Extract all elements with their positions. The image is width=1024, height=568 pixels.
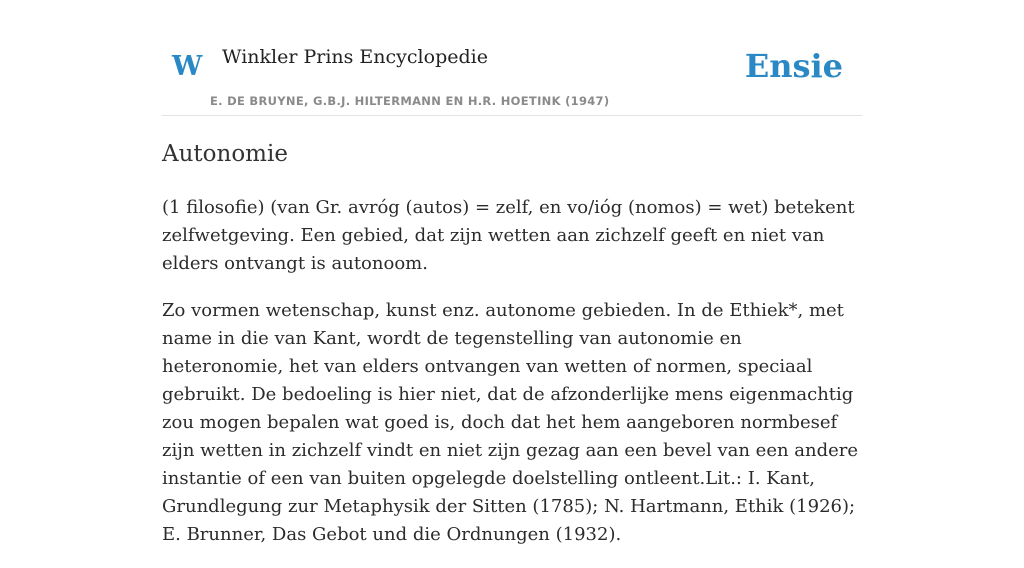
article-paragraph: Zo vormen wetenschap, kunst enz. autonome gebieden. In de Ethiek*, met name in die van Kant, wordt de tegenstelling van autonomie en heteronomie, het van elders ontvangen van wetten of normen, speciaal gebruikt. De bedoeling is hier niet, dat de afzonderlijke mens eigenmachtig zou mogen bepalen wat goed is, doch dat het hem aangeboren normbesef zijn wetten in zichzelf vindt en niet zijn gezag aan een bevel van een andere instantie of een van buiten opgelegde doelstelling ontleent.Lit.: I. Kant, Grundlegung zur Metaphysik der Sitten (1785); N. Hartmann, Ethik (1926); E. Brunner, Das Gebot und die Ordnungen (1932). — [162, 300, 859, 545]
article — [162, 138, 862, 568]
site-header — [162, 40, 862, 116]
article-title: Autonomie — [162, 141, 288, 167]
article-paragraph: (1 filosofie) (van Gr. avróg (autos) = zelf, en vo/iόg (nomos) = wet) betekent zelfwetgeving. Een gebied, dat zijn wetten aan zichzelf geeft en niet van elders ontvangt is autonoom. — [162, 197, 855, 274]
publication-title[interactable]: Winkler Prins Encyclopedie — [222, 46, 488, 68]
ensie-brand-logo[interactable]: Ensie — [744, 47, 843, 85]
publication-authors: E. DE BRUYNE, G.B.J. HILTERMANN EN H.R. HOETINK (1947) — [210, 94, 610, 108]
winkler-prins-logo[interactable]: W — [172, 51, 203, 82]
